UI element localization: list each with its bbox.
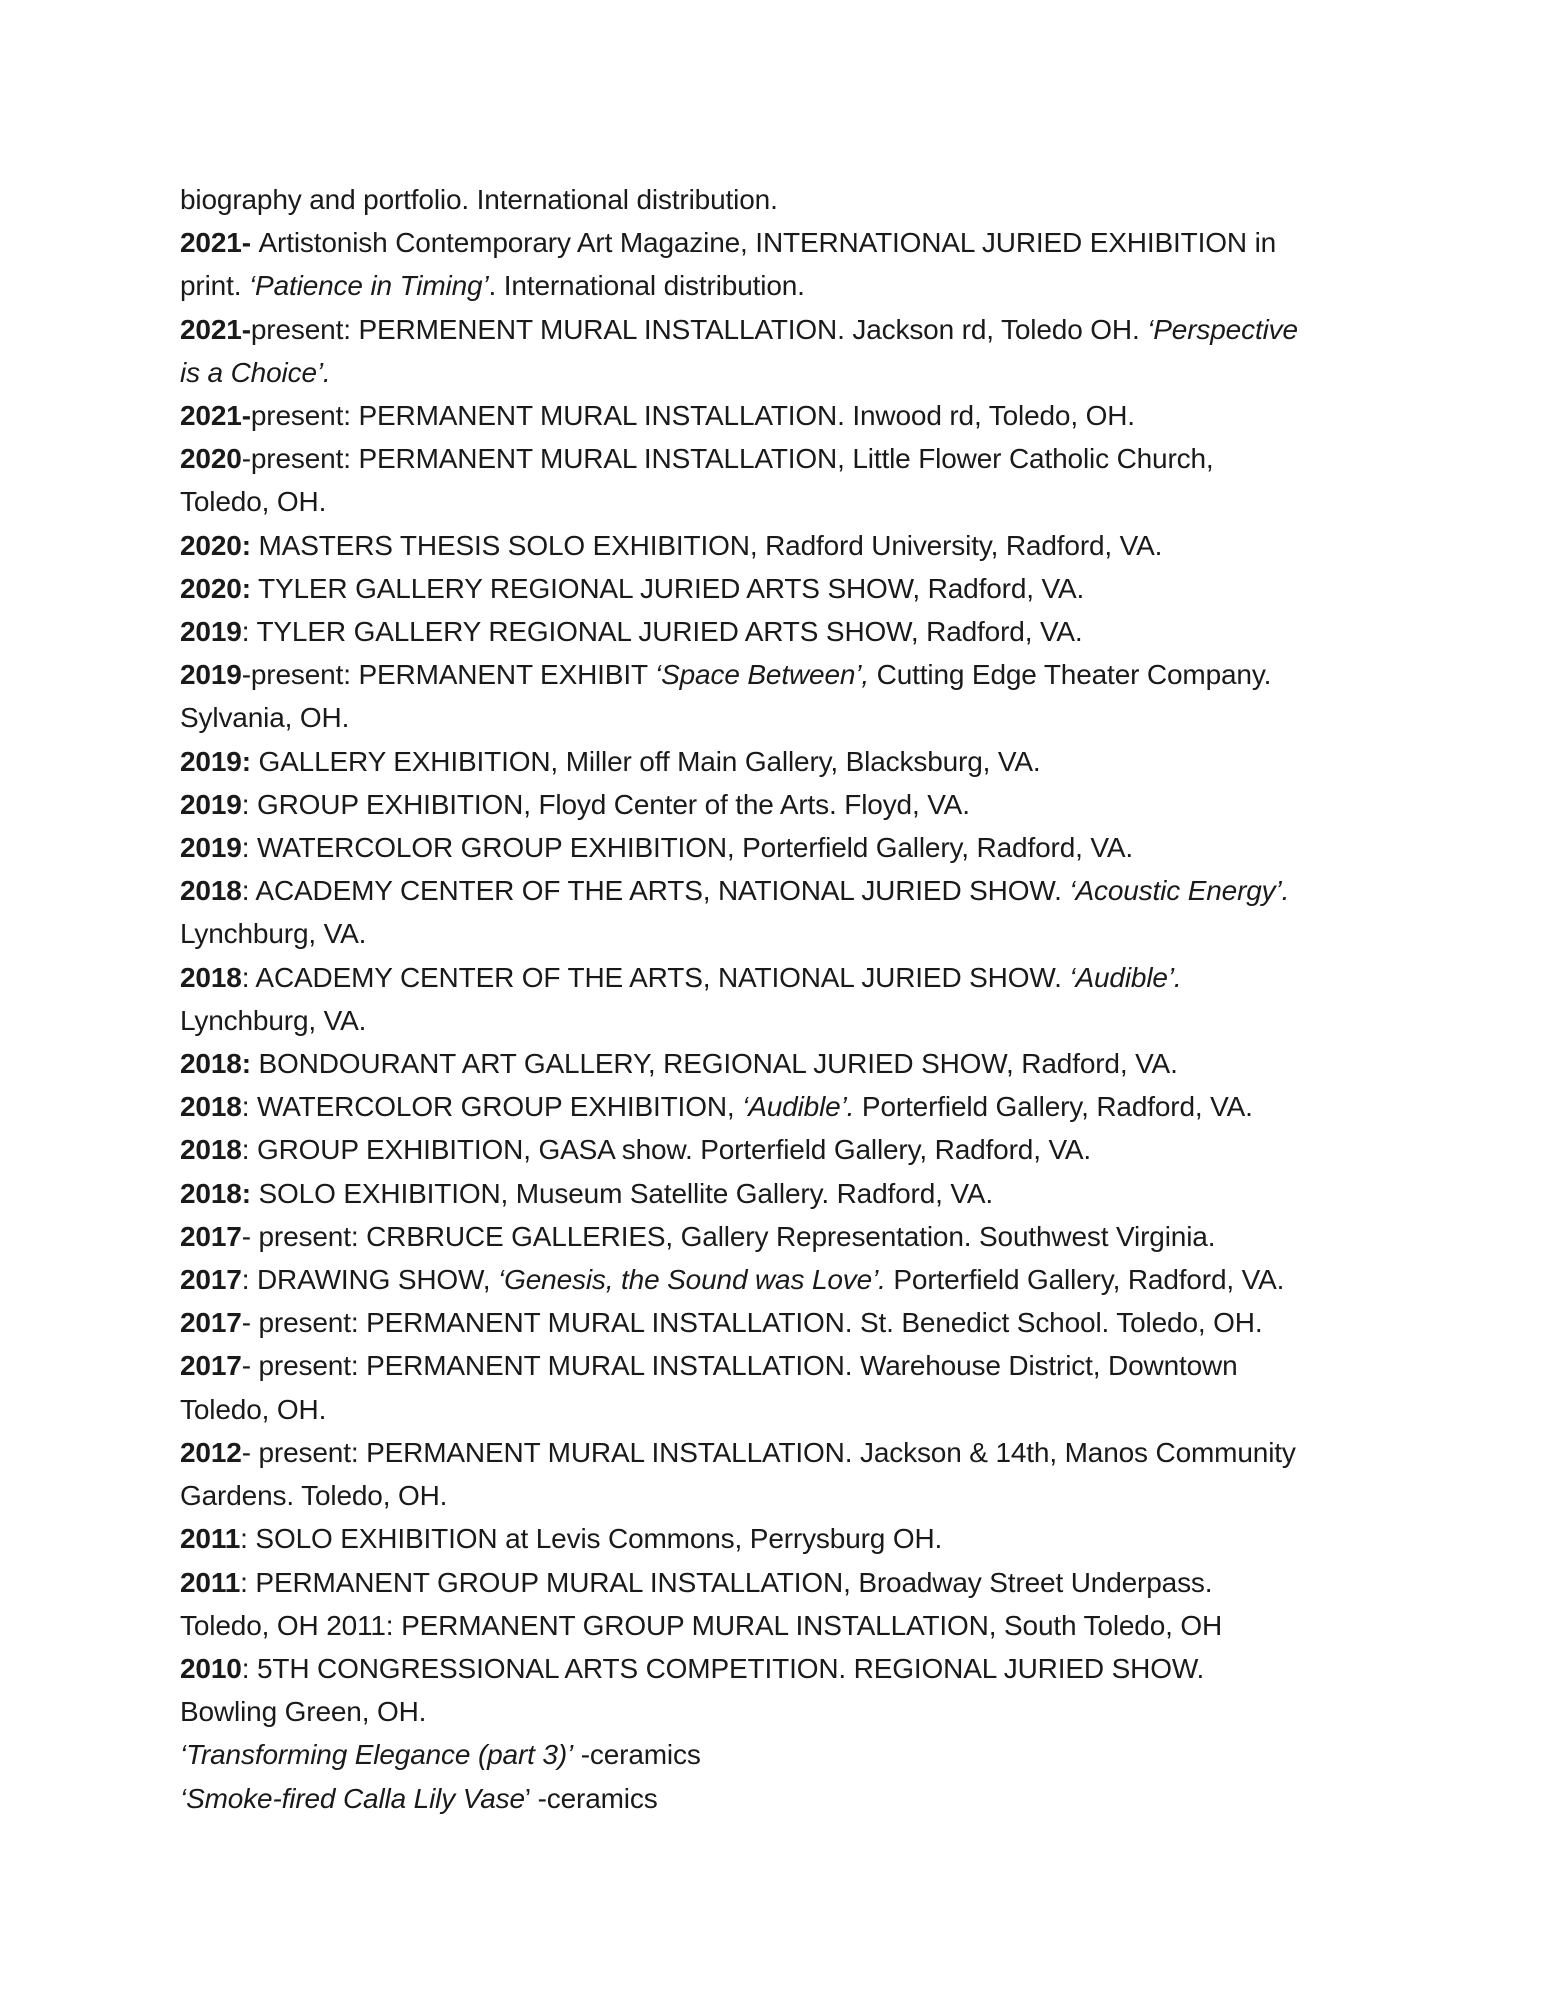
text-line: [180, 1085, 1370, 1128]
entry-text: Porterfield Gallery, Radford, VA.: [885, 1264, 1285, 1296]
entry-text: Toledo, OH.: [180, 1393, 327, 1425]
entry-text: Sylvania, OH.: [180, 702, 350, 734]
entry-text: : 5TH CONGRESSIONAL ARTS COMPETITION. REGIONAL JURIED SHOW.: [241, 1652, 1205, 1684]
year-label: 2018: [180, 1091, 242, 1123]
year-label: 2021-: [180, 313, 251, 345]
entry-text: TYLER GALLERY REGIONAL JURIED ARTS SHOW, Radford, VA.: [250, 572, 1085, 604]
text-line: [180, 1344, 1370, 1387]
entry-text: : ACADEMY CENTER OF THE ARTS, NATIONAL JURIED SHOW.: [241, 961, 1070, 993]
entry-text: biography and portfolio. International distribution.: [180, 184, 778, 215]
entry-text: -ceramics: [573, 1739, 701, 1771]
entry-text: MASTERS THESIS SOLO EXHIBITION, Radford University, Radford, VA.: [250, 529, 1163, 561]
text-line: [180, 869, 1370, 912]
year-label: 2017: [180, 1220, 242, 1252]
year-label: 2021-: [180, 400, 251, 432]
year-label: 2010: [180, 1652, 242, 1684]
entry-text: ’ -ceramics: [524, 1782, 658, 1814]
year-label: 2020: [180, 443, 242, 475]
artwork-title: ‘Acoustic Energy’.: [1069, 875, 1290, 907]
year-label: 2019: [180, 788, 242, 820]
text-line: [180, 221, 1370, 264]
year-label: 2019: [180, 832, 242, 864]
year-label: 2021-: [180, 227, 259, 259]
artwork-title: is a Choice’.: [180, 356, 331, 388]
year-label: 2019: [180, 616, 242, 648]
text-line: [180, 308, 1370, 351]
year-label: 2020:: [180, 572, 251, 604]
text-line: [180, 1647, 1370, 1690]
entry-text: -present: PERMANENT EXHIBIT: [241, 659, 656, 691]
entry-text: : WATERCOLOR GROUP EXHIBITION,: [241, 1091, 743, 1123]
text-line: [180, 524, 1370, 567]
year-label: 2011: [180, 1523, 241, 1555]
text-line: [180, 653, 1370, 696]
text-line: [180, 1388, 1370, 1431]
text-line: [180, 1561, 1370, 1604]
text-line: [180, 696, 1370, 739]
entry-text: Artistonish Contemporary Art Magazine, INTERNATIONAL JURIED EXHIBITION in: [258, 227, 1277, 259]
entry-text: : GROUP EXHIBITION, Floyd Center of the Arts. Floyd, VA.: [241, 788, 970, 820]
entry-text: Bowling Green, OH.: [180, 1696, 427, 1728]
text-line: [180, 567, 1370, 610]
text-line: [180, 1777, 1370, 1820]
artwork-title: ‘Transforming Elegance (part 3)’: [180, 1739, 574, 1771]
entry-text: Toledo, OH.: [180, 486, 327, 518]
entry-text: Toledo, OH 2011: PERMANENT GROUP MURAL INSTALLATION, South Toledo, OH: [180, 1609, 1223, 1641]
text-line: [180, 394, 1370, 437]
year-label: 2017: [180, 1264, 242, 1296]
entry-text: Lynchburg, VA.: [180, 918, 367, 950]
year-label: 2017: [180, 1350, 242, 1382]
entry-text: - present: PERMANENT MURAL INSTALLATION. St. Benedict School. Toledo, OH.: [241, 1307, 1263, 1339]
entry-text: : PERMANENT GROUP MURAL INSTALLATION, Broadway Street Underpass.: [240, 1566, 1213, 1598]
entry-text: - present: CRBRUCE GALLERIES, Gallery Representation. Southwest Virginia.: [241, 1220, 1216, 1252]
entry-text: : GROUP EXHIBITION, GASA show. Porterfield Gallery, Radford, VA.: [241, 1134, 1092, 1166]
text-line: [180, 1733, 1370, 1776]
text-line: [180, 740, 1370, 783]
text-line: [180, 999, 1370, 1042]
entry-text: present: PERMANENT MURAL INSTALLATION. Inwood rd, Toledo, OH.: [250, 400, 1135, 432]
text-line: [180, 1604, 1370, 1647]
year-label: 2018:: [180, 1177, 251, 1209]
artwork-title: ‘Genesis, the Sound was Love’.: [498, 1264, 886, 1296]
exhibition-list: [180, 178, 1370, 1820]
artwork-title: ‘Patience in Timing’: [248, 270, 489, 302]
entry-text: Cutting Edge Theater Company.: [869, 659, 1272, 691]
entry-text: - present: PERMANENT MURAL INSTALLATION. Warehouse District, Downtown: [241, 1350, 1238, 1382]
entry-text: : ACADEMY CENTER OF THE ARTS, NATIONAL JURIED SHOW.: [241, 875, 1070, 907]
text-line: [180, 1128, 1370, 1171]
year-label: 2017: [180, 1307, 242, 1339]
text-line: [180, 1042, 1370, 1085]
entry-text: BONDOURANT ART GALLERY, REGIONAL JURIED SHOW, Radford, VA.: [250, 1048, 1178, 1080]
text-line: [180, 1172, 1370, 1215]
entry-text: print.: [180, 270, 249, 302]
entry-text: : TYLER GALLERY REGIONAL JURIED ARTS SHOW, Radford, VA.: [241, 616, 1083, 648]
entry-text: present: PERMENENT MURAL INSTALLATION. Jackson rd, Toledo OH.: [250, 313, 1148, 345]
entry-text: GALLERY EXHIBITION, Miller off Main Gallery, Blacksburg, VA.: [250, 745, 1041, 777]
artwork-title: ‘Smoke-fired Calla Lily Vase: [180, 1782, 525, 1814]
text-line: [180, 826, 1370, 869]
entry-text: SOLO EXHIBITION, Museum Satellite Gallery. Radford, VA.: [250, 1177, 994, 1209]
text-line: [180, 178, 1370, 221]
entry-text: - present: PERMANENT MURAL INSTALLATION. Jackson & 14th, Manos Community: [241, 1436, 1296, 1468]
entry-text: Porterfield Gallery, Radford, VA.: [854, 1091, 1253, 1123]
artwork-title: ‘Audible’.: [1069, 961, 1182, 993]
entry-text: . International distribution.: [488, 270, 805, 302]
year-label: 2018: [180, 875, 242, 907]
text-line: [180, 1690, 1370, 1733]
artwork-title: ‘Space Between’,: [655, 659, 869, 691]
entry-text: : WATERCOLOR GROUP EXHIBITION, Porterfield Gallery, Radford, VA.: [241, 832, 1133, 864]
year-label: 2019: [180, 659, 242, 691]
year-label: 2018:: [180, 1048, 251, 1080]
text-line: [180, 956, 1370, 999]
entry-text: : SOLO EXHIBITION at Levis Commons, Perrysburg OH.: [240, 1523, 943, 1555]
text-line: [180, 610, 1370, 653]
text-line: [180, 1431, 1370, 1474]
entry-text: : DRAWING SHOW,: [241, 1264, 499, 1296]
text-line: [180, 264, 1370, 307]
artwork-title: ‘Audible’.: [742, 1091, 855, 1123]
text-line: [180, 1517, 1370, 1560]
text-line: [180, 1215, 1370, 1258]
entry-text: -present: PERMANENT MURAL INSTALLATION, Little Flower Catholic Church,: [241, 443, 1214, 475]
year-label: 2011: [180, 1566, 241, 1598]
text-line: [180, 480, 1370, 523]
text-line: [180, 437, 1370, 480]
year-label: 2020:: [180, 529, 251, 561]
year-label: 2018: [180, 1134, 242, 1166]
year-label: 2018: [180, 961, 242, 993]
text-line: [180, 1258, 1370, 1301]
artwork-title: ‘Perspective: [1147, 313, 1298, 345]
entry-text: Gardens. Toledo, OH.: [180, 1480, 448, 1512]
text-line: [180, 783, 1370, 826]
year-label: 2012: [180, 1436, 242, 1468]
year-label: 2019:: [180, 745, 251, 777]
text-line: [180, 351, 1370, 394]
text-line: [180, 912, 1370, 955]
text-line: [180, 1474, 1370, 1517]
text-line: [180, 1301, 1370, 1344]
entry-text: Lynchburg, VA.: [180, 1004, 367, 1036]
